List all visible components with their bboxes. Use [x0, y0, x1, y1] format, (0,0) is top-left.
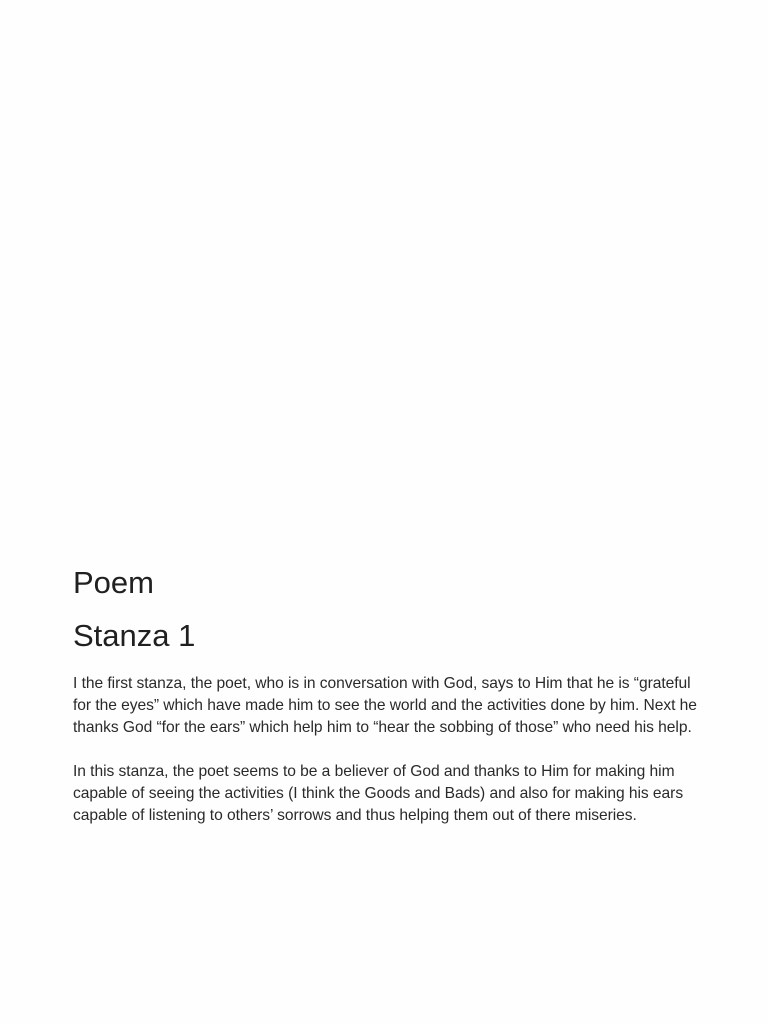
heading-poem: Poem [73, 565, 154, 600]
paragraph-1: I the first stanza, the poet, who is in conversation with God, says to Him that he is “grateful for the eyes” which have made him to see the world and the activities done by him. Next he thanks God “for the ears” which help him to “hear the sobbing of those” who need his help. [73, 675, 697, 736]
document-content [73, 560, 703, 827]
heading-stanza: Stanza 1 [73, 618, 196, 653]
paragraph-2: In this stanza, the poet seems to be a believer of God and thanks to Him for making him capable of seeing the activities (I think the Goods and Bads) and also for making his ears capable of listening to others’ sorrows and thus helping them out of there miseries. [73, 763, 684, 824]
